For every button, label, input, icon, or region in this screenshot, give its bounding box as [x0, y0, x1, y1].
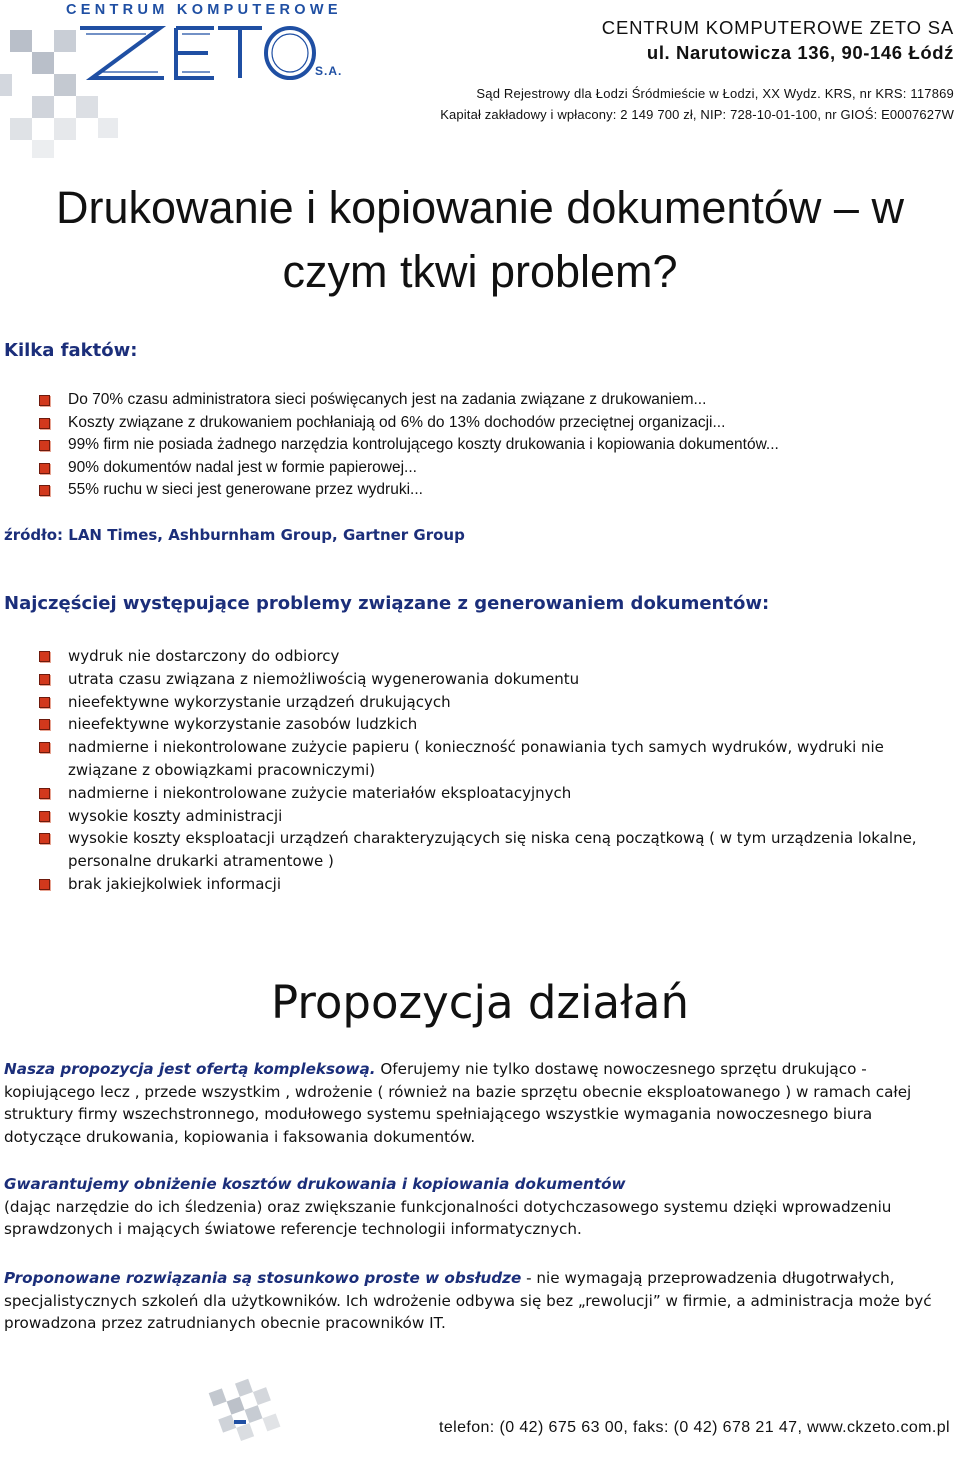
title-line-1: Drukowanie i kopiowanie dokumentów – w — [56, 182, 904, 233]
footer-contact: telefon: (0 42) 675 63 00, faks: (0 42) 678 21 47, www.ckzeto.com.pl — [438, 1419, 950, 1436]
square-bullet-icon — [39, 788, 50, 799]
problems-heading: Najczęściej występujące problemy związane z generowaniem dokumentów: — [4, 593, 770, 614]
paragraph-simple-emphasis: Proponowane rozwiązania są stosunkowo proste w obsłudze — [4, 1269, 522, 1287]
paragraph-offer — [4, 1058, 944, 1148]
paragraph-costs — [4, 1173, 944, 1241]
square-bullet-icon — [39, 811, 50, 822]
paragraph-simple — [4, 1267, 944, 1335]
zeto-logo — [0, 0, 330, 160]
paragraph-costs-emphasis: Gwarantujemy obniżenie kosztów drukowania i kopiowania dokumentów — [4, 1175, 626, 1193]
facts-heading: Kilka faktów: — [4, 340, 138, 361]
problems-list — [0, 645, 950, 896]
list-item: utrata czasu związana z niemożliwością wygenerowania dokumentu — [0, 668, 950, 691]
square-bullet-icon — [39, 742, 50, 753]
proposal-title: Propozycja działań — [270, 976, 689, 1029]
list-item: nieefektywne wykorzystanie urządzeń drukujących — [0, 691, 950, 714]
list-item: wysokie koszty administracji — [0, 805, 950, 828]
list-item: Koszty związane z drukowaniem pochłaniają od 6% do 13% dochodów przeciętnej organizacji... — [0, 412, 958, 435]
source-line: źródło: LAN Times, Ashburnham Group, Gartner Group — [4, 526, 465, 544]
logo-wordmark-top: CENTRUM KOMPUTEROWE — [66, 2, 342, 18]
list-item: wydruk nie dostarczony do odbiorcy — [0, 645, 950, 668]
paragraph-offer-emphasis: Nasza propozycja jest ofertą kompleksową. — [4, 1060, 376, 1078]
square-bullet-icon — [39, 674, 50, 685]
square-bullet-icon — [39, 463, 50, 474]
list-item: nadmierne i niekontrolowane zużycie papieru ( konieczność ponawiania tych samych wydruków, wydruki nie związane z obowiązkami pracowniczymi) — [0, 736, 950, 782]
list-item: nadmierne i niekontrolowane zużycie materiałów eksploatacyjnych — [0, 782, 950, 805]
facts-list — [0, 389, 958, 502]
square-bullet-icon — [39, 719, 50, 730]
page-title — [0, 176, 960, 304]
list-item: Do 70% czasu administratora sieci poświęcanych jest na zadania związane z drukowaniem... — [0, 389, 958, 412]
list-item: 55% ruchu w sieci jest generowane przez wydruki... — [0, 479, 958, 502]
square-bullet-icon — [39, 485, 50, 496]
square-bullet-icon — [39, 395, 50, 406]
square-bullet-icon — [39, 833, 50, 844]
list-item: brak jakiejkolwiek informacji — [0, 873, 950, 896]
company-capital: Kapitał zakładowy i wpłacony: 2 149 700 zł, NIP: 728-10-01-100, nr GIOŚ: E0007627W — [440, 107, 954, 122]
square-bullet-icon — [39, 651, 50, 662]
footer-checker-logo — [200, 1372, 290, 1457]
list-item: 90% dokumentów nadal jest w formie papierowej... — [0, 457, 958, 480]
paragraph-offer-text: Oferujemy nie tylko dostawę nowoczesnego sprzętu drukująco - kopiującego lecz , przede wszystkim , wdrożenie ( również na bazie sprzętu obecnie eksploatowanego ) w ramach całej struktury firmy wszechstronnego, modułowego systemu spełniającego wszystkie wymagania nowoczesnego biura dotyczące drukowania, kopiowania i faksowania dokumentów. — [4, 1060, 912, 1146]
list-item: wysokie koszty eksploatacji urządzeń charakteryzujących się niska ceną początkową ( w tym urządzenia lokalne, personalne drukarki atramentowe ) — [0, 827, 950, 873]
list-item: nieefektywne wykorzystanie zasobów ludzkich — [0, 713, 950, 736]
paragraph-costs-text: (dając narzędzie do ich śledzenia) oraz zwiększanie funkcjonalności dotychczasowego systemu dzięki wprowadzeniu sprawdzonych i mających światowe referencje technologii informatycznych. — [4, 1197, 892, 1239]
square-bullet-icon — [39, 697, 50, 708]
title-line-2: czym tkwi problem? — [282, 246, 678, 297]
square-bullet-icon — [39, 440, 50, 451]
company-registry: Sąd Rejestrowy dla Łodzi Śródmieście w Łodzi, XX Wydz. KRS, nr KRS: 117869 — [476, 86, 954, 101]
logo-suffix: S.A. — [315, 64, 343, 78]
list-item: 99% firm nie posiada żadnego narzędzia kontrolującego koszty drukowania i kopiowania dokumentów... — [0, 434, 958, 457]
square-bullet-icon — [39, 879, 50, 890]
company-name: CENTRUM KOMPUTEROWE ZETO SA — [601, 17, 954, 38]
square-bullet-icon — [39, 418, 50, 429]
company-address: ul. Narutowicza 136, 90-146 Łódź — [646, 42, 954, 63]
paragraph-simple-text: - nie wymagają przeprowadzenia długotrwałych, specjalistycznych szkoleń dla użytkowników. Ich wdrożenie odbywa się bez „rewolucji” w firmie, a administracja może być prowadzona przez zatrudnianych obecnie pracowników IT. — [4, 1269, 932, 1333]
